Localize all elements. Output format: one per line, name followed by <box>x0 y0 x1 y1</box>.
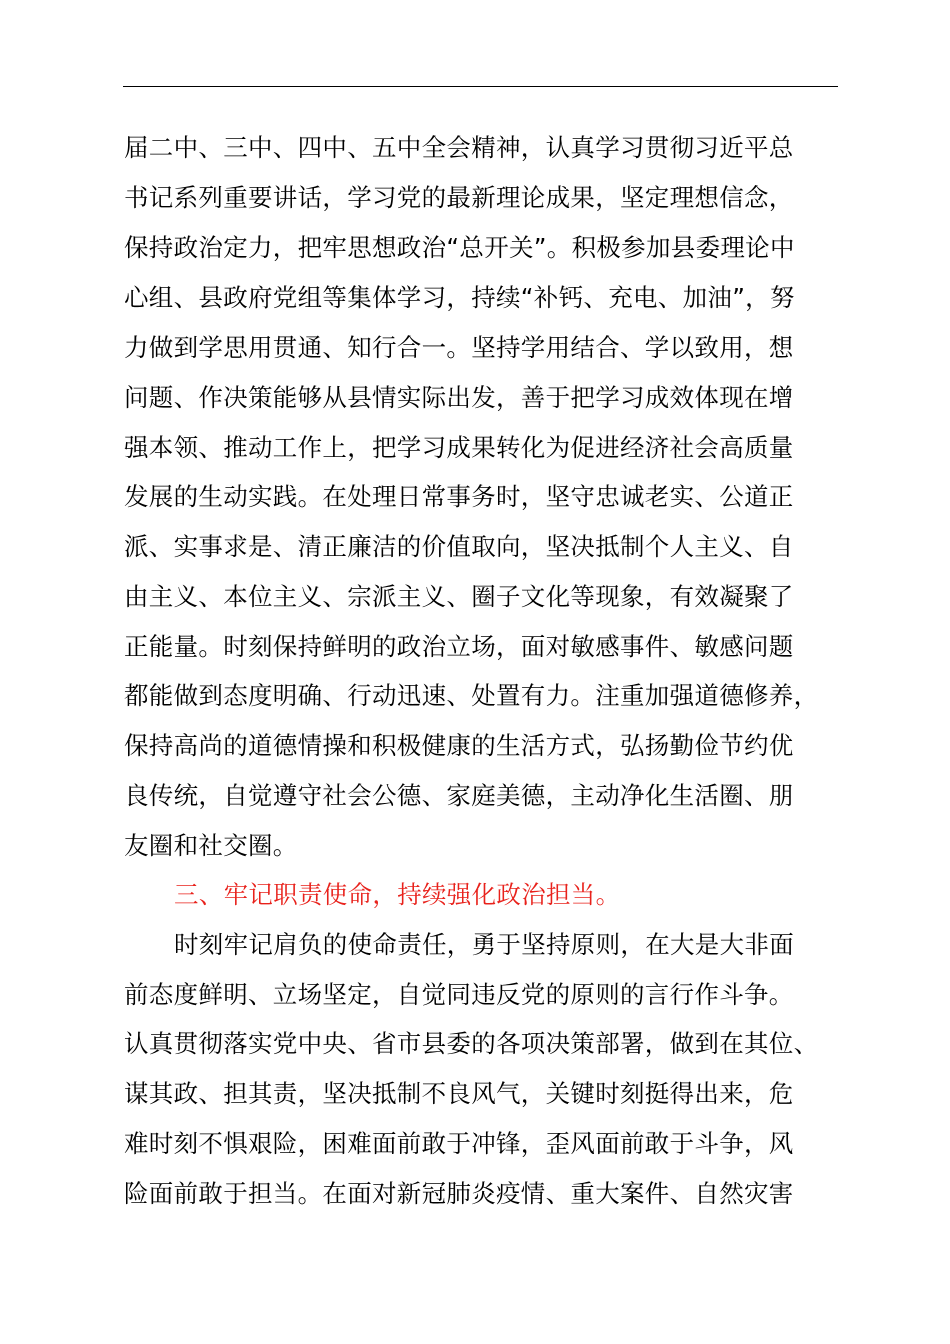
paragraph-line: 届二中、三中、四中、五中全会精神，认真学习贯彻习近平总 <box>124 133 794 162</box>
paragraph-line: 都能做到态度明确、行动迅速、处置有力。注重加强道德修养， <box>124 681 819 710</box>
paragraph-line: 派、实事求是、清正廉洁的价值取向，坚决抵制个人主义、自 <box>124 532 794 561</box>
paragraph-line: 前态度鲜明、立场坚定，自觉同违反党的原则的言行作斗争。 <box>124 980 794 1009</box>
section-heading: 三、牢记职责使命，持续强化政治担当。 <box>174 880 621 909</box>
paragraph-line: 正能量。时刻保持鲜明的政治立场，面对敏感事件、敏感问题 <box>124 632 794 661</box>
header-rule <box>123 86 838 87</box>
paragraph-line: 发展的生动实践。在处理日常事务时，坚守忠诚老实、公道正 <box>124 482 794 511</box>
paragraph-line: 良传统，自觉遵守社会公德、家庭美德，主动净化生活圈、朋 <box>124 781 794 810</box>
paragraph-line: 力做到学思用贯通、知行合一。坚持学用结合、学以致用，想 <box>124 333 794 362</box>
paragraph-line: 问题、作决策能够从县情实际出发，善于把学习成效体现在增 <box>124 383 794 412</box>
paragraph-line: 认真贯彻落实党中央、省市县委的各项决策部署，做到在其位、 <box>124 1029 819 1058</box>
paragraph-line: 险面前敢于担当。在面对新冠肺炎疫情、重大案件、自然灾害 <box>124 1179 794 1208</box>
paragraph-line: 谋其政、担其责，坚决抵制不良风气，关键时刻挺得出来，危 <box>124 1079 794 1108</box>
paragraph-line: 由主义、本位主义、宗派主义、圈子文化等现象，有效凝聚了 <box>124 582 794 611</box>
paragraph-line: 难时刻不惧艰险，困难面前敢于冲锋，歪风面前敢于斗争，风 <box>124 1129 794 1158</box>
paragraph-line: 心组、县政府党组等集体学习，持续“补钙、充电、加油”，努 <box>124 283 795 312</box>
paragraph-line: 保持政治定力，把牢思想政治“总开关”。积极参加县委理论中 <box>124 233 795 262</box>
paragraph-line: 保持高尚的道德情操和积极健康的生活方式，弘扬勤俭节约优 <box>124 731 794 760</box>
paragraph-line: 书记系列重要讲话，学习党的最新理论成果，坚定理想信念， <box>124 183 794 212</box>
paragraph-line: 时刻牢记肩负的使命责任，勇于坚持原则，在大是大非面 <box>174 930 794 959</box>
paragraph-line: 友圈和社交圈。 <box>124 831 298 860</box>
paragraph-line: 强本领、推动工作上，把学习成果转化为促进经济社会高质量 <box>124 433 794 462</box>
